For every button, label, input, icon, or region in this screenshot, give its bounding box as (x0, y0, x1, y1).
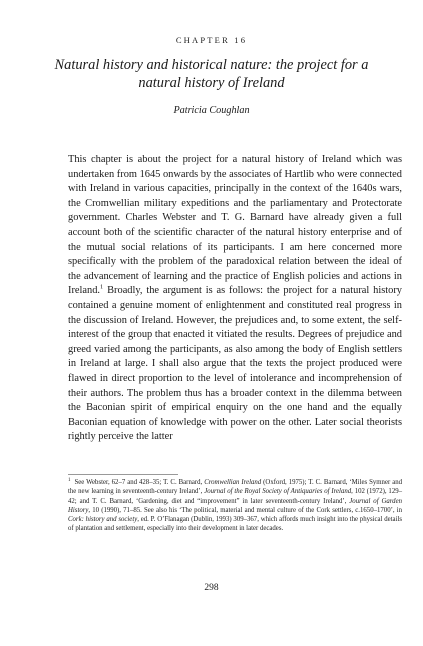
footnote-text: (Oxford, 1975); T. C. Barnard, ‘Miles Symner and the new learning in seventeenth-century Ireland’, (68, 479, 403, 496)
footnote-text: , 102 (1972), 129–42; and T. C. Barnard, ‘Gardening, diet and “improvement” in later seventeenth-century Ireland’, (68, 488, 403, 505)
footnote-text: See Webster, 62–7 and 428–35; T. C. Barnard, (74, 479, 205, 486)
footnote-divider (68, 474, 178, 475)
footnote-text: , ed. P. O’Flanagan (Dublin, 1993) 309–367, which affords much insight into the physical details of plantation and settlement, especially into their development in later decades. (68, 516, 402, 533)
chapter-label: CHAPTER 16 (175, 35, 248, 45)
footnote-title: Journal of the Royal Society of Antiquaries of Ireland (204, 488, 352, 496)
author-name: Patricia Coughlan (173, 105, 250, 116)
footnote-title: Journal of Garden History (68, 497, 402, 514)
body-paragraph (68, 153, 402, 445)
chapter-title: Natural history and historical nature: the project for a natural history of Ireland (54, 57, 369, 91)
footnote-reference[interactable]: 1 (100, 283, 104, 291)
footnote (68, 478, 402, 534)
page-number: 298 (204, 583, 219, 593)
footnote-title: Cromwellian Ireland (204, 479, 262, 486)
footnote-number: 1 (68, 477, 71, 483)
footnote-text: , 10 (1990), 71–85. See also his ‘The political, material and mental culture of the Cork settlers, c.1650–1700’, in (88, 506, 402, 514)
footnote-title: Cork: history and society (68, 516, 138, 524)
body-text-part-2: Broadly, the argument is as follows: the project for a natural history contained a genuine moment of enlightenment and constituted real progress in the discussion of Ireland. However, the prejudices and, to some extent, the self-interest of the group that enacted it vitiated the results. Degrees of prejudice and greed varied among the participants, as also among the body of English settlers in Ireland at large. I shall also argue that the texts the project produced were flawed in direct proportion to the level of intolerance and incomprehension of their authors. The problem thus has a broader context in the dilemma between the Baconian spirit of empirical enquiry on the one hand and the equally Baconian equation of knowledge with power on the other. Later social theorists rightly perceive the latter (68, 285, 402, 443)
body-text-part-1: This chapter is about the project for a natural history of Ireland which was undertaken from 1645 onwards by the associates of Hartlib who were connected with Ireland in various capacities, principally in the context of the 1640s wars, the Cromwellian military expeditions and the parliamentary and Protectorate government. Charles Webster and T. G. Barnard have already given a full account both of the scientific character of the natural history enterprise and of the mutual social relations of its participants. I am here concerned more specifically with the problem of the paradoxical relation between the ideal of the advancement of learning and the practice of English policies and actions in Ireland. (68, 154, 402, 297)
